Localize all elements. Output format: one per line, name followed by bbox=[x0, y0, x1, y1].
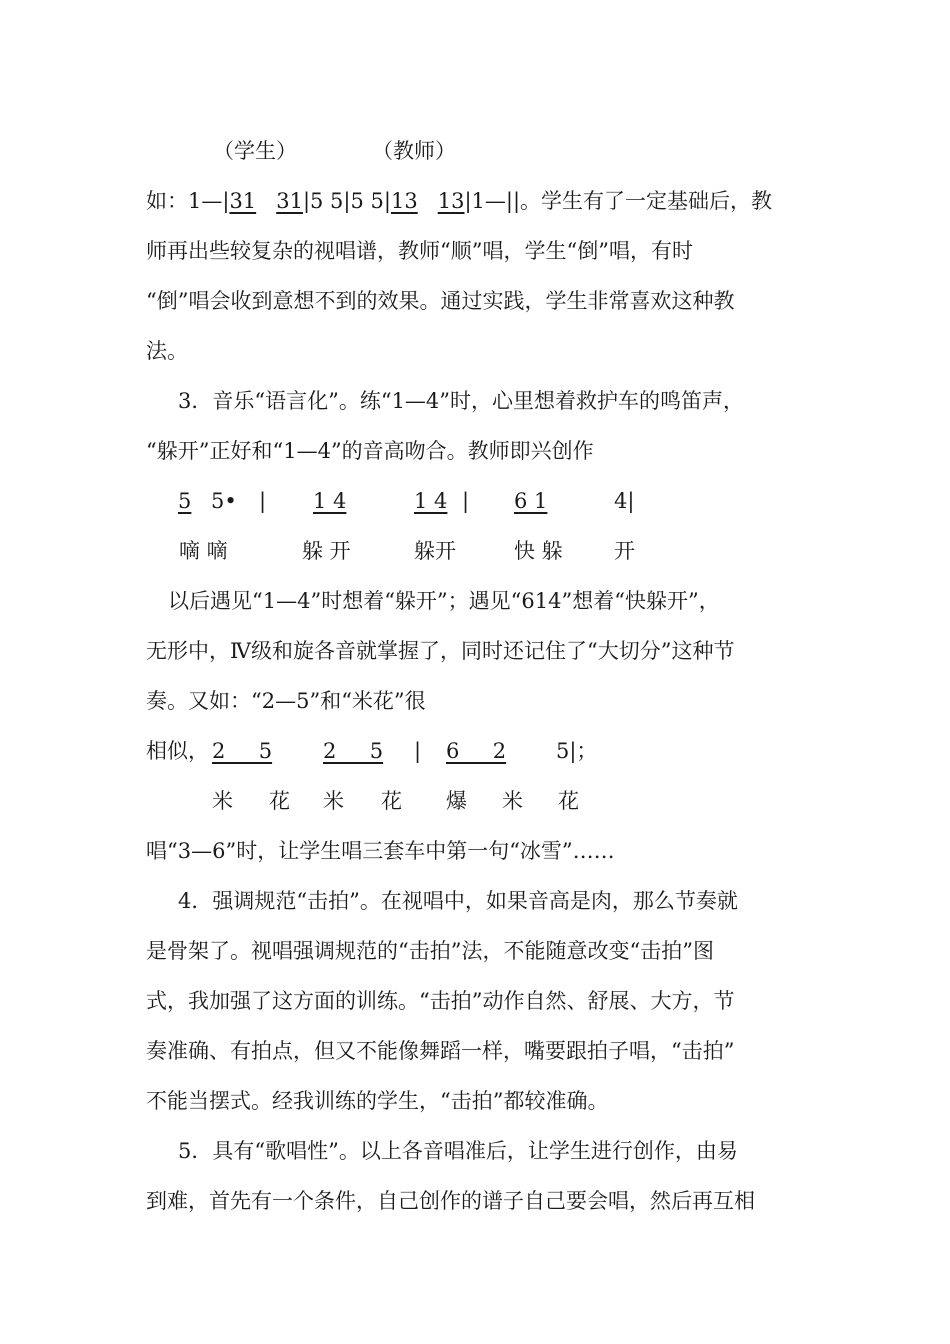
note-13-a: 13 bbox=[390, 189, 418, 213]
bar-line: | bbox=[259, 489, 267, 513]
note-31-a: 31 bbox=[229, 189, 257, 213]
note-13-b: 13 bbox=[437, 189, 465, 213]
paragraph-line: 4．强调规范“击拍”。在视唱中，如果音高是肉，那么节奏就 bbox=[178, 889, 738, 913]
lyric: 米 bbox=[502, 789, 523, 813]
lyric: 花 bbox=[269, 789, 290, 813]
notation-prefix: 相似， bbox=[146, 739, 209, 763]
note-group: 2 5 bbox=[212, 739, 273, 763]
paragraph-line: 不能当摆式。经我训练的学生，“击拍”都较准确。 bbox=[146, 1089, 609, 1113]
note-31-b: 31 bbox=[276, 189, 303, 213]
lyric: 米 bbox=[212, 789, 233, 813]
paragraph-line: “倒”唱会收到意想不到的效果。通过实践，学生非常喜欢这种教 bbox=[146, 289, 735, 313]
paragraph-line: 师再出些较复杂的视唱谱，教师“顺”唱，学生“倒”唱，有时 bbox=[146, 239, 693, 263]
note-end: 5|； bbox=[556, 739, 598, 763]
note-group: 6 2 bbox=[446, 739, 507, 763]
gap bbox=[256, 189, 276, 213]
lyric: 开 bbox=[614, 539, 635, 563]
lyric: 花 bbox=[558, 789, 579, 813]
bar-line: | bbox=[414, 739, 422, 763]
example-prefix: 如：1—| bbox=[146, 189, 230, 213]
example-line bbox=[146, 191, 772, 212]
note: 5 bbox=[178, 489, 192, 513]
lyric: 快 躲 bbox=[514, 539, 563, 563]
lyric: 躲开 bbox=[414, 539, 456, 563]
label-teacher: （教师） bbox=[372, 139, 456, 163]
lyric: 嘀 嘀 bbox=[179, 539, 228, 563]
example-mid: |5 5|5 5| bbox=[302, 189, 391, 213]
note: 4| bbox=[614, 489, 635, 513]
label-student: （学生） bbox=[213, 139, 297, 163]
lyric: 花 bbox=[381, 789, 402, 813]
paragraph-line: 3．音乐“语言化”。练“1—4”时，心里想着救护车的鸣笛声， bbox=[178, 389, 745, 413]
paragraph-line: 法。 bbox=[146, 339, 188, 363]
paragraph-line: 5．具有“歌唱性”。以上各音唱准后，让学生进行创作，由易 bbox=[178, 1139, 738, 1163]
lyric: 米 bbox=[323, 789, 344, 813]
paragraph-line: 奏。又如：“2—5”和“米花”很 bbox=[146, 689, 426, 713]
example-tail: |1—||。学生有了一定基础后，教 bbox=[464, 189, 773, 213]
note: 5• bbox=[211, 489, 237, 513]
gap bbox=[418, 189, 438, 213]
paragraph-line: 奏准确、有拍点，但又不能像舞蹈一样，嘴要跟拍子唱，“击拍” bbox=[146, 1039, 735, 1063]
paragraph-line: 唱“3—6”时，让学生唱三套车中第一句“冰雪”…… bbox=[146, 839, 615, 863]
note: 1 4 bbox=[414, 489, 448, 513]
note: 1 4 bbox=[313, 489, 347, 513]
lyric: 爆 bbox=[446, 789, 467, 813]
paragraph-line: 式，我加强了这方面的训练。“击拍”动作自然、舒展、大方，节 bbox=[146, 989, 735, 1013]
paragraph-line: 以后遇见“1—4”时想着“躲开”；遇见“614”想着“快躲开”， bbox=[168, 589, 720, 613]
note-group: 2 5 bbox=[323, 739, 384, 763]
paragraph-line: 到难，首先有一个条件，自己创作的谱子自己要会唱，然后再互相 bbox=[146, 1189, 755, 1213]
lyric: 躲 开 bbox=[302, 539, 351, 563]
paragraph-line: “躲开”正好和“1—4”的音高吻合。教师即兴创作 bbox=[146, 439, 594, 463]
paragraph-line: 是骨架了。视唱强调规范的“击拍”法，不能随意改变“击拍”图 bbox=[146, 939, 714, 963]
bar-line: | bbox=[462, 489, 470, 513]
paragraph-line: 无形中，Ⅳ级和旋各音就掌握了，同时还记住了“大切分”这种节 bbox=[146, 639, 735, 663]
note: 6 1 bbox=[514, 489, 548, 513]
